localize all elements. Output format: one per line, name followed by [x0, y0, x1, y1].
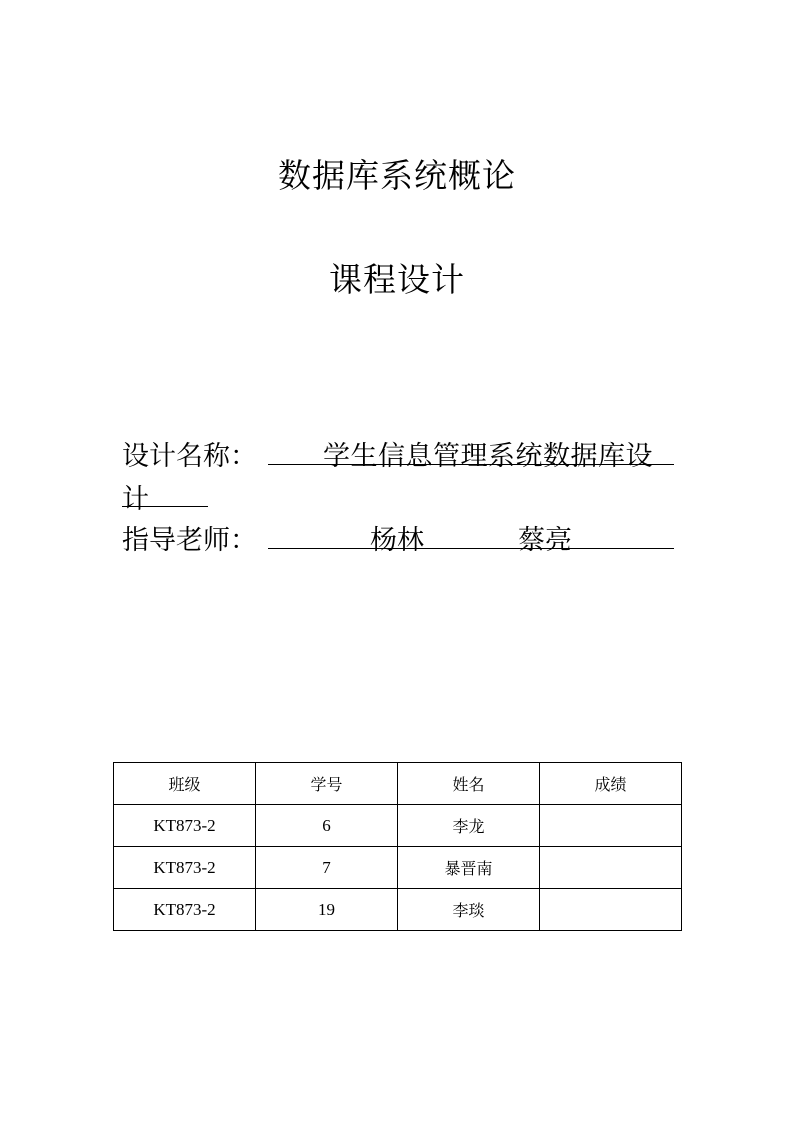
cell-name: 李龙 — [398, 805, 540, 847]
cell-grade — [540, 889, 682, 931]
student-table — [113, 762, 682, 931]
document-title: 数据库系统概论 — [278, 156, 516, 195]
header-class: 班级 — [114, 763, 256, 805]
table-header-row — [114, 763, 682, 805]
header-student-id: 学号 — [256, 763, 398, 805]
design-name-value-line1: 学生信息管理系统数据库设 — [323, 441, 653, 472]
cell-student-id: 7 — [256, 847, 398, 889]
cell-class: KT873-2 — [114, 847, 256, 889]
header-name: 姓名 — [398, 763, 540, 805]
table-row — [114, 847, 682, 889]
cell-name: 李琰 — [398, 889, 540, 931]
advisor-name-2: 蔡亮 — [518, 525, 572, 556]
document-subtitle: 课程设计 — [329, 260, 465, 299]
cell-class: KT873-2 — [114, 805, 256, 847]
table-row — [114, 805, 682, 847]
design-name-label: 设计名称： — [122, 441, 257, 472]
design-name-underline-2 — [122, 506, 208, 507]
advisor-underline — [268, 548, 674, 549]
cell-class: KT873-2 — [114, 889, 256, 931]
cell-student-id: 6 — [256, 805, 398, 847]
cell-grade — [540, 847, 682, 889]
table-row — [114, 889, 682, 931]
cell-grade — [540, 805, 682, 847]
advisor-name-1: 杨林 — [370, 525, 424, 556]
design-name-value-line2: 计 — [122, 484, 149, 515]
header-grade: 成绩 — [540, 763, 682, 805]
advisor-label: 指导老师： — [122, 525, 257, 556]
cell-name: 暴晋南 — [398, 847, 540, 889]
cell-student-id: 19 — [256, 889, 398, 931]
